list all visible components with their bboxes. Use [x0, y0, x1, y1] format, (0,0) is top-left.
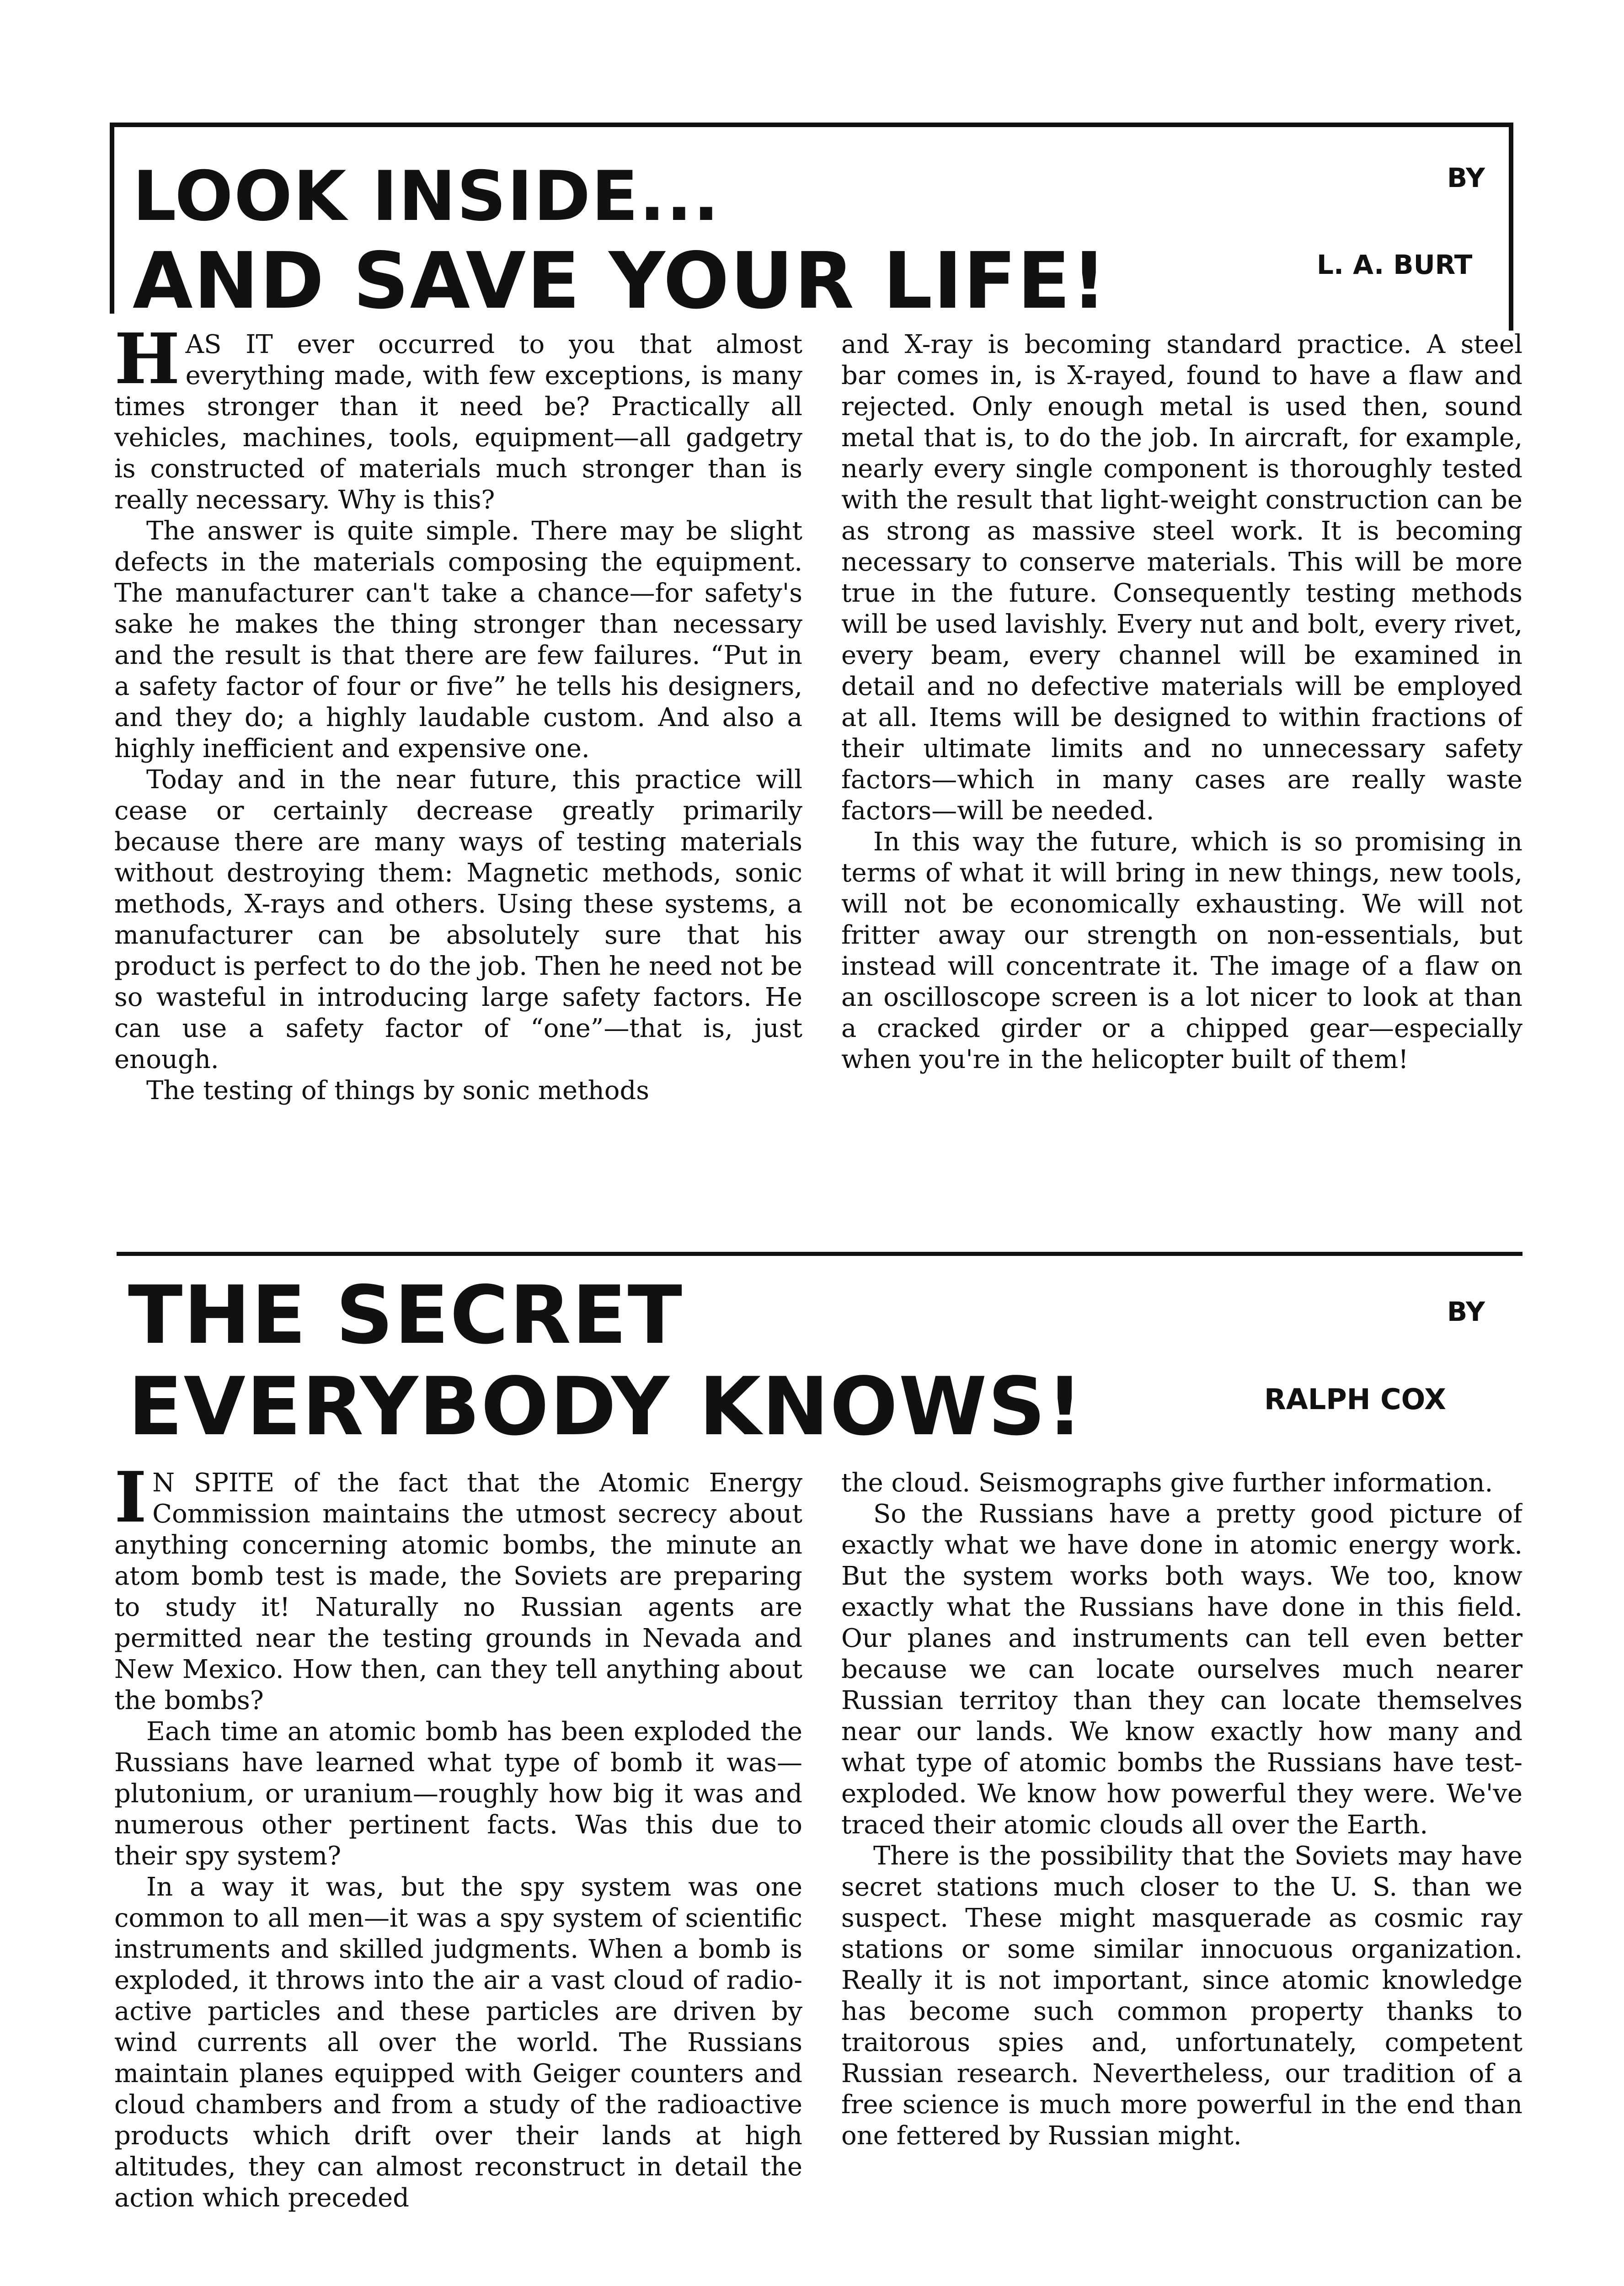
article1-paragraph: In this way the future, which is so promising in terms of what it will bring in new things, new tools, will not be economically exhausting. We will not fritter away our strength on non-essentials, but instead will concentrate it. The image of a flaw on an oscilloscope screen is a lot nicer to look at than a cracked girder or a chipped gear—especially when you're in the helicopter built of them!	[841, 827, 1522, 1074]
article2-paragraph: Each time an atomic bomb has been exploded the Russians have learned what type of bomb it was—plutonium, or uranium—roughly how big it was and numerous other pertinent facts. Was this due to their spy system?	[114, 1717, 802, 1871]
article2-paragraph: In a way it was, but the spy system was one common to all men—it was a spy system of scientific instruments and skilled judgments. When a bomb is exploded, it throws into the air a vast cloud of radio-active particles and these particles are driven by wind currents all over the world. The Russians maintain planes equipped with Geiger counters and cloud chambers and from a study of the radioactive products which drift over their lands at high altitudes, they can almost reconstruct in detail the action which preceded	[114, 1872, 802, 2213]
article2-drop-cap: I	[114, 1468, 147, 1538]
title-box-top-rule	[110, 123, 1513, 127]
article2-paragraph: I N SPITE of the fact that the Atomic Energy Commission maintains the utmost secrecy about anything concerning atomic bombs, the minute an atom bomb test is made, the Soviets are preparing to study it! Naturally no Russian agents are permitted near the testing grounds in Nevada and New Mexico. How then, can they tell anything about the bombs?	[114, 1468, 802, 1715]
article1-column-left	[114, 329, 802, 1248]
article1-paragraph: The testing of things by sonic methods	[146, 1076, 650, 1106]
article2-column-left	[114, 1468, 802, 2286]
article-separator-rule	[117, 1252, 1522, 1256]
article1-column-right	[841, 329, 1522, 1248]
title-box-left-rule	[110, 123, 114, 314]
article2-paragraph: So the Russians have a pretty good picture of exactly what we have done in atomic energy work. But the system works both ways. We too, know exactly what the Russians have done in this field. Our planes and instruments can tell even better because we can locate ourselves much nearer Russian territoy than they can locate themselves near our lands. We know exactly how many and what type of atomic bombs the Russians have test-exploded. We know how powerful they were. We've traced their atomic clouds all over the Earth.	[841, 1499, 1522, 1840]
article2-by-label: BY	[1447, 1296, 1485, 1327]
article1-title-line2: AND SAVE YOUR LIFE!	[133, 236, 1108, 326]
article2-paragraph: the cloud. Seismographs give further information.	[841, 1468, 1493, 1498]
article1-paragraph: and X-ray is becoming standard practice. A steel bar comes in, is X-rayed, found to have a flaw and rejected. Only enough metal is used then, sound metal that is, to do the job. In aircraft, for example, nearly every single component is thoroughly tested with the result that light-weight construction can be as strong as massive steel work. It is becoming necessary to conserve materials. This will be more true in the future. Consequently testing methods will be used lavishly. Every nut and bolt, every rivet, every beam, every channel will be examined in detail and no defective materials will be employed at all. Items will be designed to within fractions of their ultimate limits and no unnecessary safety factors—which in many cases are really waste factors—will be needed.	[841, 330, 1522, 826]
title-box-right-rule	[1509, 123, 1513, 331]
article1-paragraph: HAS IT ever occurred to you that almost everything made, with few exceptions, is many times stronger than it need be? Practically all vehicles, machines, tools, equipment—all gadgetry is constructed of materials much stronger than is really necessary. Why is this?	[114, 329, 802, 515]
article2-column-right	[841, 1468, 1522, 2286]
article2-paragraph: There is the possibility that the Soviets may have secret stations much closer to the U. S. than we suspect. These might masquerade as cosmic ray stations or some similar innocuous organization. Really it is not important, since atomic knowledge has become such common property thanks to traitorous spies and, unfortunately, competent Russian research. Nevertheless, our tradition of a free science is much more powerful in the end than one fettered by Russian might.	[841, 1841, 1522, 2151]
article1-drop-cap: H	[114, 329, 180, 400]
article2-author: RALPH COX	[1264, 1383, 1446, 1416]
article1-paragraph: The answer is quite simple. There may be slight defects in the materials composing the equipment. The manufacturer can't take a chance—for safety's sake he makes the thing stronger than necessary and the result is that there are few failures. “Put in a safety factor of four or five” he tells his designers, and they do; a highly laudable custom. And also a highly inefficient and expensive one.	[114, 516, 802, 764]
article1-paragraph: Today and in the near future, this practice will cease or certainly decrease greatly primarily because there are many ways of testing materials without destroying them: Magnetic methods, sonic methods, X-rays and others. Using these systems, a manufacturer can be absolutely sure that his product is perfect to do the job. Then he need not be so wasteful in introducing large safety factors. He can use a safety factor of “one”—that is, just enough.	[114, 765, 802, 1074]
article2-title-line1: THE SECRET	[128, 1269, 683, 1362]
article1-title-line1: LOOK INSIDE...	[133, 157, 720, 236]
article1-by-label: BY	[1447, 162, 1485, 193]
article1-author: L. A. BURT	[1317, 249, 1473, 280]
article2-title-line2: EVERYBODY KNOWS!	[128, 1361, 1084, 1453]
